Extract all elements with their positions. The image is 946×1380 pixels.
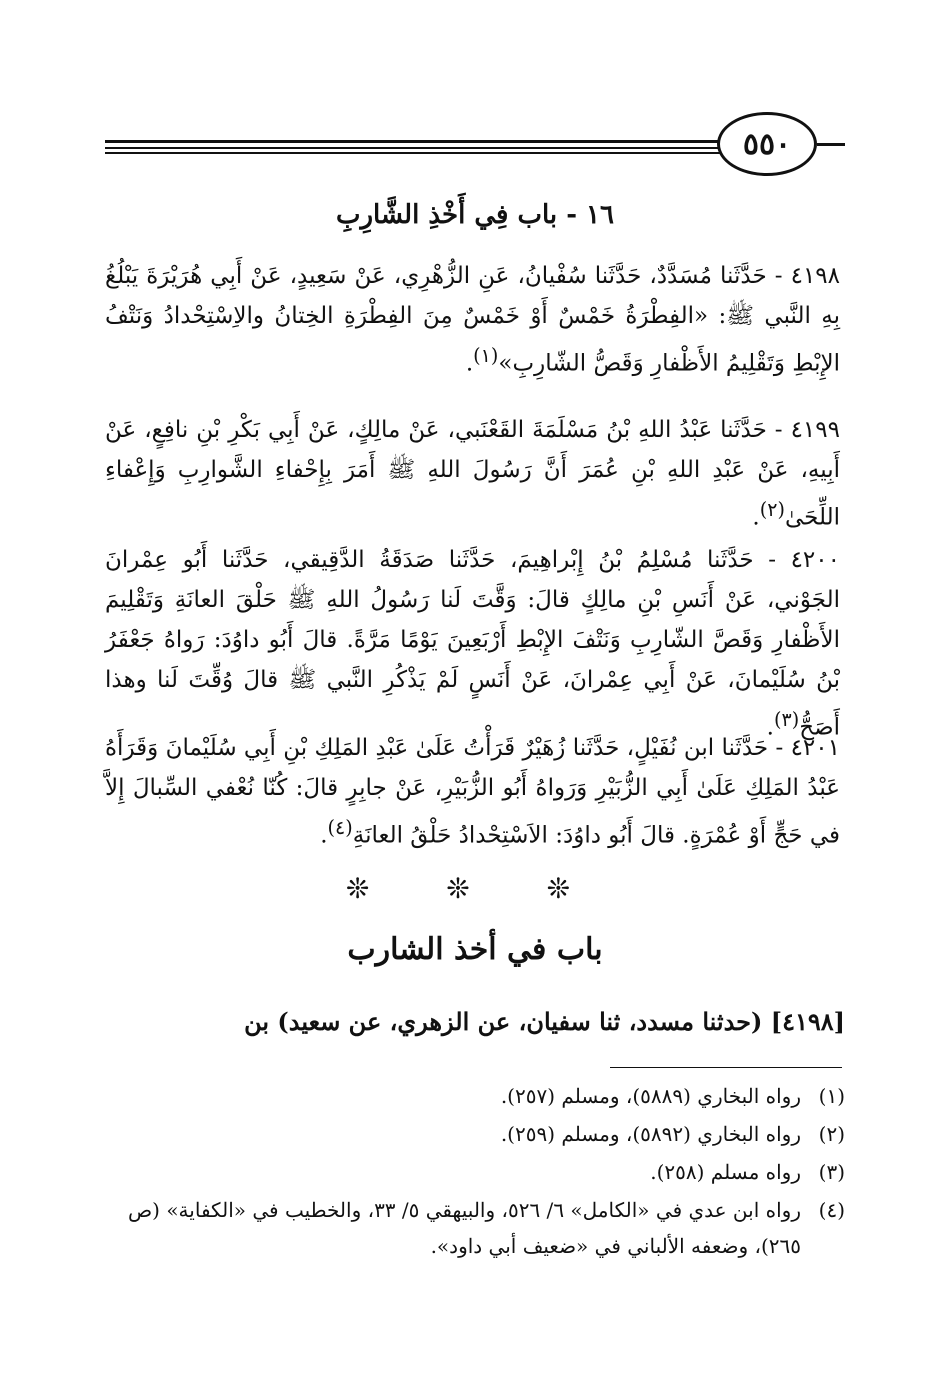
footnote [105, 1116, 845, 1152]
footnote-number: (٣) [818, 1160, 845, 1184]
hadith-paragraph: ٤١٩٩ - حَدَّثَنا عَبْدُ اللهِ بْنُ مَسْلَمَةَ القَعْنَبي، عَنْ مالِكٍ، عَنْ أَبِي بَكْرِ بْنِ نافِعٍ، عَنْ أَبِيهِ، عَنْ عَبْدِ اللهِ بْنِ عُمَرَ أَنَّ رَسُولَ اللهِ ﷺ أَمَرَ بِإِحْفاءِ الشَّوارِبِ وَإِعْفاءِ اللِّحَىٰ$^{(٢)}$. [105, 417, 840, 531]
footnotes [105, 1078, 845, 1264]
footnote [105, 1192, 845, 1264]
page-number: ٥٥٠ [742, 126, 792, 162]
footnote-text: رواه البخاري (٥٨٨٩)، ومسلم (٢٥٧). [500, 1084, 801, 1108]
header-rule [105, 147, 720, 149]
page-number-badge [717, 112, 817, 176]
footnote-ref: (٤) [327, 816, 353, 839]
footnote-divider [610, 1067, 842, 1068]
hadith-text: - حَدَّثَنا مُسْلِمُ بْنُ إِبْراهِيمَ، حَدَّثَنا صَدَقَةُ الدَّقِيقي، حَدَّثَنا أَبُو عِمْرانَ الجَوْني، عَنْ أَنَسِ بْنِ مالِكٍ قالَ: وَقَّتَ لَنا رَسُولُ اللهِ ﷺ حَلْقَ العانَةِ وَتَقْلِيمَ الأَظْفارِ وَقَصَّ الشّارِبِ وَنَتْفَ الإِبْطِ أَرْبَعِينَ يَوْمًا مَرَّةً. قالَ أَبُو داوُدَ: رَواهُ جَعْفَرُ بْنُ سُلَيْمانَ، عَنْ أَبِي عِمْرانَ، عَنْ أَنَسٍ لَمْ يَذْكُرِ النَّبي ﷺ قالَ وُقِّتَ لَنا وهذا أَصَحُّ [105, 547, 840, 741]
hadith-paragraph: ٤١٩٨ - حَدَّثَنا مُسَدَّدٌ، حَدَّثَنا سُفْيانُ، عَنِ الزُّهْرِي، عَنْ سَعِيدٍ، عَنْ أَبِي هُرَيْرَةَ يَبْلُغُ بِهِ النَّبي ﷺ: «الفِطْرَةُ خَمْسٌ أَوْ خَمْسٌ مِنَ الفِطْرَةِ الخِتانُ والاِسْتِحْدادُ وَنَتْفُ الإِبْطِ وَتَقْلِيمُ الأَظْفارِ وَقَصُّ الشّارِبِ»$^{(١)}$. [105, 263, 841, 377]
hadith-number: ٤٢٠٠ [790, 547, 840, 573]
footnote-number: (١) [818, 1084, 845, 1108]
header-ornament [817, 143, 845, 146]
footnote-text: رواه مسلم (٢٥٨). [650, 1160, 801, 1184]
footnote-ref: (١) [473, 344, 499, 367]
footnote-ref: (٢) [759, 498, 785, 521]
footnote-text: رواه ابن عدي في «الكامل» ٦/ ٥٢٦، والبيهقي ٥/ ٣٣، والخطيب في «الكفاية» (ص ٢٦٥)، وضعفه الألباني في «ضعيف أبي داود». [127, 1198, 801, 1258]
header-rule [105, 140, 720, 143]
section-separator: ❊ ❊ ❊ [345, 872, 605, 905]
hadith-number: ٤٢٠١ [790, 735, 840, 761]
footnote [105, 1078, 845, 1114]
hadith-paragraph: ٤٢٠٠ - حَدَّثَنا مُسْلِمُ بْنُ إِبْراهِيمَ، حَدَّثَنا صَدَقَةُ الدَّقِيقي، حَدَّثَنا أَبُو عِمْرانَ الجَوْني، عَنْ أَنَسِ بْنِ مالِكٍ قالَ: وَقَّتَ لَنا رَسُولُ اللهِ ﷺ حَلْقَ العانَةِ وَتَقْلِيمَ الأَظْفارِ وَقَصَّ الشّارِبِ وَنَتْفَ الإِبْطِ أَرْبَعِينَ يَوْمًا مَرَّةً. قالَ أَبُو داوُدَ: رَواهُ جَعْفَرُ بْنُ سُلَيْمانَ، عَنْ أَبِي عِمْرانَ، عَنْ أَنَسٍ لَمْ يَذْكُرِ النَّبي ﷺ قالَ وُقِّتَ لَنا وهذا أَصَحُّ$^{(٣)}$. [105, 547, 840, 741]
footnote-number: (٢) [818, 1122, 845, 1146]
footnote-text: رواه البخاري (٥٨٩٢)، ومسلم (٢٥٩). [500, 1122, 801, 1146]
hadith-text: - حَدَّثَنا ابن نُفَيْلٍ، حَدَّثَنا زُهَيْرٌ قَرَأْتُ عَلَىٰ عَبْدِ المَلِكِ بْنِ أَبِي سُلَيْمانَ وَقَرَأَهُ عَبْدُ المَلِكِ عَلَىٰ أَبِي الزُّبَيْرِ وَرَواهُ أَبُو الزُّبَيْرِ، عَنْ جابِرٍ قالَ: كُنّا نُعْفي السِّبالَ إِلاَّ في حَجٍّ أَوْ عُمْرَةٍ. قالَ أَبُو داوُدَ: الاَسْتِحْدادُ حَلْقُ العانَةِ [105, 735, 840, 849]
hadith-number: ٤١٩٩ [790, 417, 840, 443]
header-rule [105, 152, 720, 154]
footnote-number: (٤) [818, 1198, 845, 1222]
hadith-text: - حَدَّثَنا عَبْدُ اللهِ بْنُ مَسْلَمَةَ القَعْنَبي، عَنْ مالِكٍ، عَنْ أَبِي بَكْرِ بْنِ نافِعٍ، عَنْ أَبِيهِ، عَنْ عَبْدِ اللهِ بْنِ عُمَرَ أَنَّ رَسُولَ اللهِ ﷺ أَمَرَ بِإِحْفاءِ الشَّوارِبِ وَإِعْفاءِ اللِّحَىٰ [105, 417, 840, 531]
hadith-text: - حَدَّثَنا مُسَدَّدٌ، حَدَّثَنا سُفْيانُ، عَنِ الزُّهْرِي، عَنْ سَعِيدٍ، عَنْ أَبِي هُرَيْرَةَ يَبْلُغُ بِهِ النَّبي ﷺ: «الفِطْرَةُ خَمْسٌ أَوْ خَمْسٌ مِنَ الفِطْرَةِ الخِتانُ والاِسْتِحْدادُ وَنَتْفُ الإِبْطِ وَتَقْلِيمُ الأَظْفارِ وَقَصُّ الشّارِبِ» [105, 263, 840, 377]
hadith-paragraph: ٤٢٠١ - حَدَّثَنا ابن نُفَيْلٍ، حَدَّثَنا زُهَيْرٌ قَرَأْتُ عَلَىٰ عَبْدِ المَلِكِ بْنِ أَبِي سُلَيْمانَ وَقَرَأَهُ عَبْدُ المَلِكِ عَلَىٰ أَبِي الزُّبَيْرِ وَرَواهُ أَبُو الزُّبَيْرِ، عَنْ جابِرٍ قالَ: كُنّا نُعْفي السِّبالَ إِلاَّ في حَجٍّ أَوْ عُمْرَةٍ. قالَ أَبُو داوُدَ: الاَسْتِحْدادُ حَلْقُ العانَةِ$^{(٤)}$. [105, 735, 840, 849]
hadith-number: ٤١٩٨ [790, 263, 841, 289]
footnote [105, 1154, 845, 1190]
chapter-title: ١٦ - باب فِي أَخْذِ الشَّارِبِ [336, 200, 614, 230]
commentary-title: باب في أخذ الشارب [347, 932, 603, 967]
footnote-ref: (٣) [773, 708, 800, 731]
page-header [105, 112, 845, 162]
commentary-text: [٤١٩٨] (حدثنا مسدد، ثنا سفيان، عن الزهري، عن سعيد) بن [244, 1007, 845, 1036]
